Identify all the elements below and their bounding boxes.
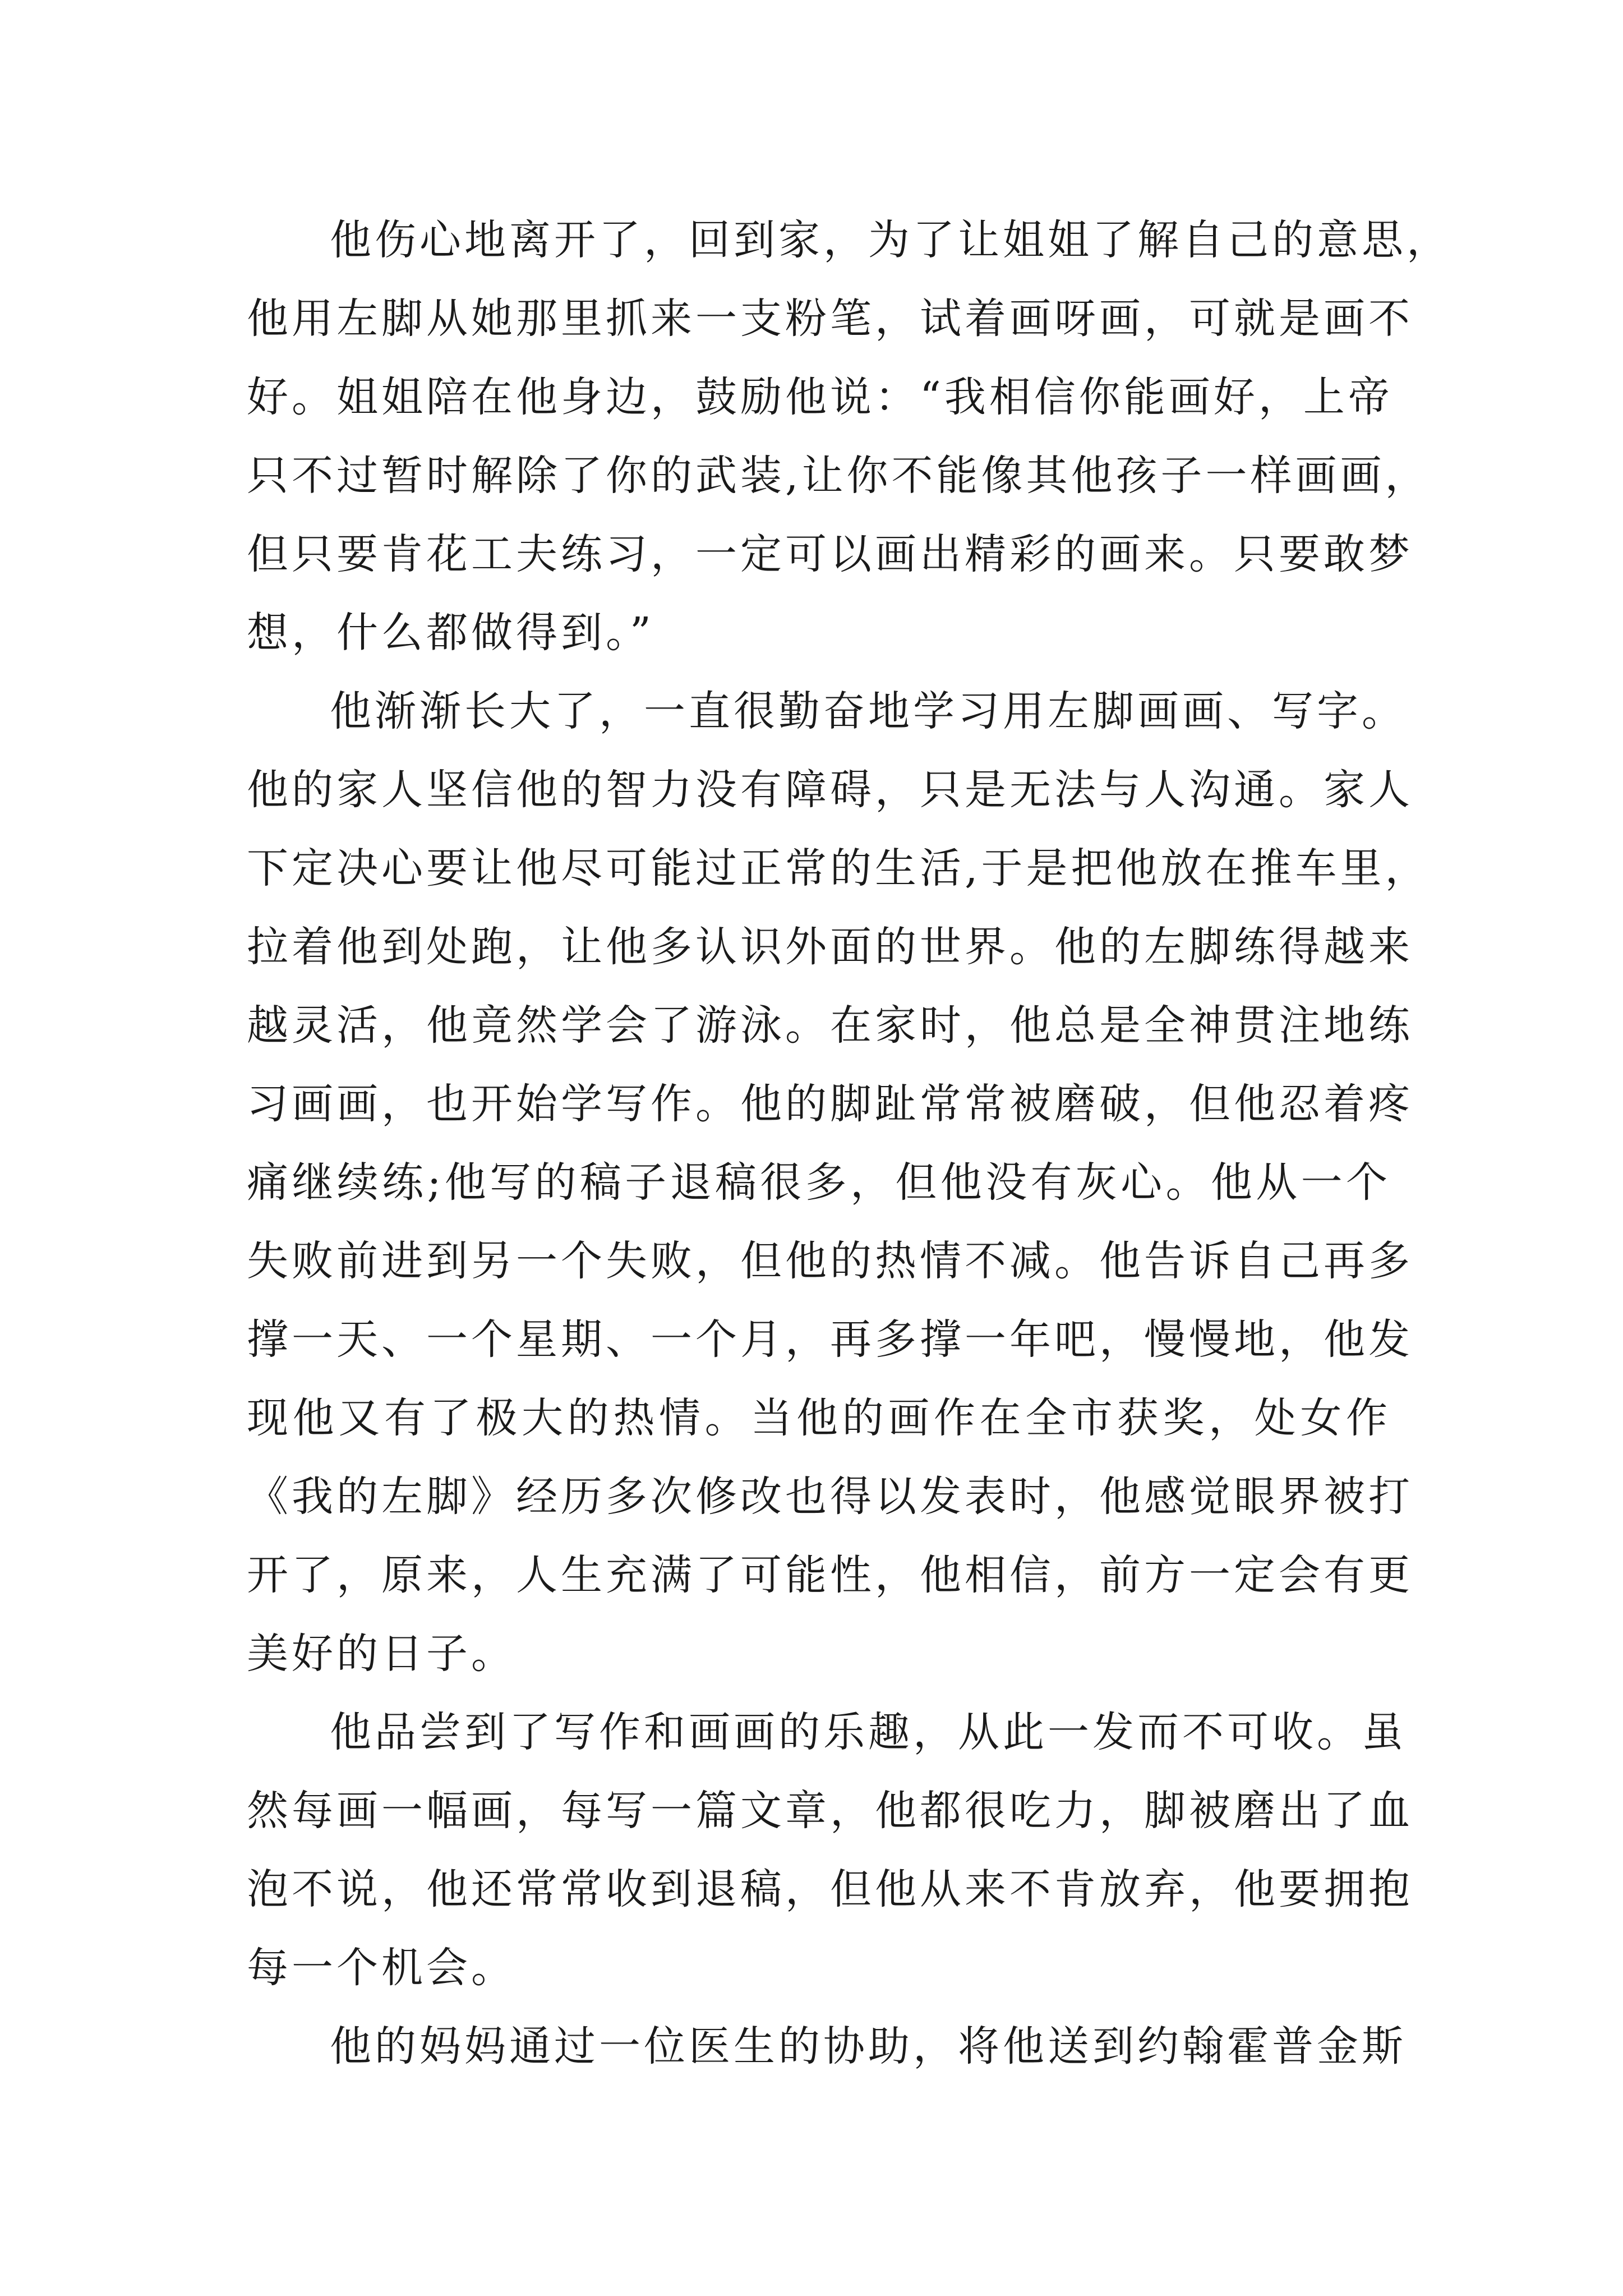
- text-line: 他用左脚从她那里抓来一支粉笔，试着画呀画，可就是画不: [247, 295, 1413, 343]
- text-line: 泡不说，他还常常收到退稿，但他从来不肯放弃，他要拥抱: [247, 1865, 1413, 1913]
- paragraph-1: [247, 201, 1451, 672]
- paragraph-4: [247, 2007, 1407, 2086]
- text-line: 痛继续练;他写的稿子退稿很多，但他没有灰心。他从一个: [247, 1158, 1391, 1207]
- text-line: 拉着他到处跑，让他多认识外面的世界。他的左脚练得越来: [247, 923, 1413, 971]
- paragraph-2: [247, 672, 1430, 1693]
- text-line: 开了，原来，人生充满了可能性，他相信，前方一定会有更: [247, 1551, 1413, 1599]
- text-line: 美好的日子。: [247, 1630, 516, 1678]
- text-line: 只不过暂时解除了你的武装,让你不能像其他孩子一样画画，: [247, 452, 1430, 500]
- text-line: 他渐渐长大了，一直很勤奋地学习用左脚画画、写字。: [330, 687, 1407, 735]
- paragraph-3: [247, 1693, 1413, 2007]
- text-line: 现他又有了极大的热情。当他的画作在全市获奖，处女作: [247, 1394, 1391, 1442]
- text-line: 撑一天、一个星期、一个月，再多撑一年吧，慢慢地，他发: [247, 1315, 1413, 1364]
- text-line: 习画画，也开始学写作。他的脚趾常常被磨破，但他忍着疼: [247, 1080, 1413, 1128]
- text-line: 他的家人坚信他的智力没有障碍，只是无法与人沟通。家人: [247, 766, 1413, 814]
- text-line: 想，什么都做得到。”: [247, 609, 654, 657]
- text-line: 越灵活，他竟然学会了游泳。在家时，他总是全神贯注地练: [247, 1001, 1413, 1050]
- text-line: 失败前进到另一个失败，但他的热情不减。他告诉自己再多: [247, 1237, 1413, 1285]
- text-line: 好。姐姐陪在他身边，鼓励他说：“我相信你能画好，上帝: [247, 373, 1393, 421]
- text-line: 他品尝到了写作和画画的乐趣，从此一发而不可收。虽: [330, 1708, 1407, 1756]
- text-line: 他伤心地离开了，回到家，为了让姐姐了解自己的意思，: [330, 216, 1451, 264]
- text-line: 每一个机会。: [247, 1944, 516, 1992]
- text-line: 他的妈妈通过一位医生的协助，将他送到约翰霍普金斯: [330, 2022, 1407, 2070]
- body-text: [247, 201, 1451, 2086]
- text-line: 下定决心要让他尽可能过正常的生活,于是把他放在推车里，: [247, 844, 1430, 892]
- text-line: 然每画一幅画，每写一篇文章，他都很吃力，脚被磨出了血: [247, 1787, 1413, 1835]
- text-line: 但只要肯花工夫练习，一定可以画出精彩的画来。只要敢梦: [247, 530, 1413, 578]
- text-line: 《我的左脚》经历多次修改也得以发表时，他感觉眼界被打: [247, 1473, 1413, 1521]
